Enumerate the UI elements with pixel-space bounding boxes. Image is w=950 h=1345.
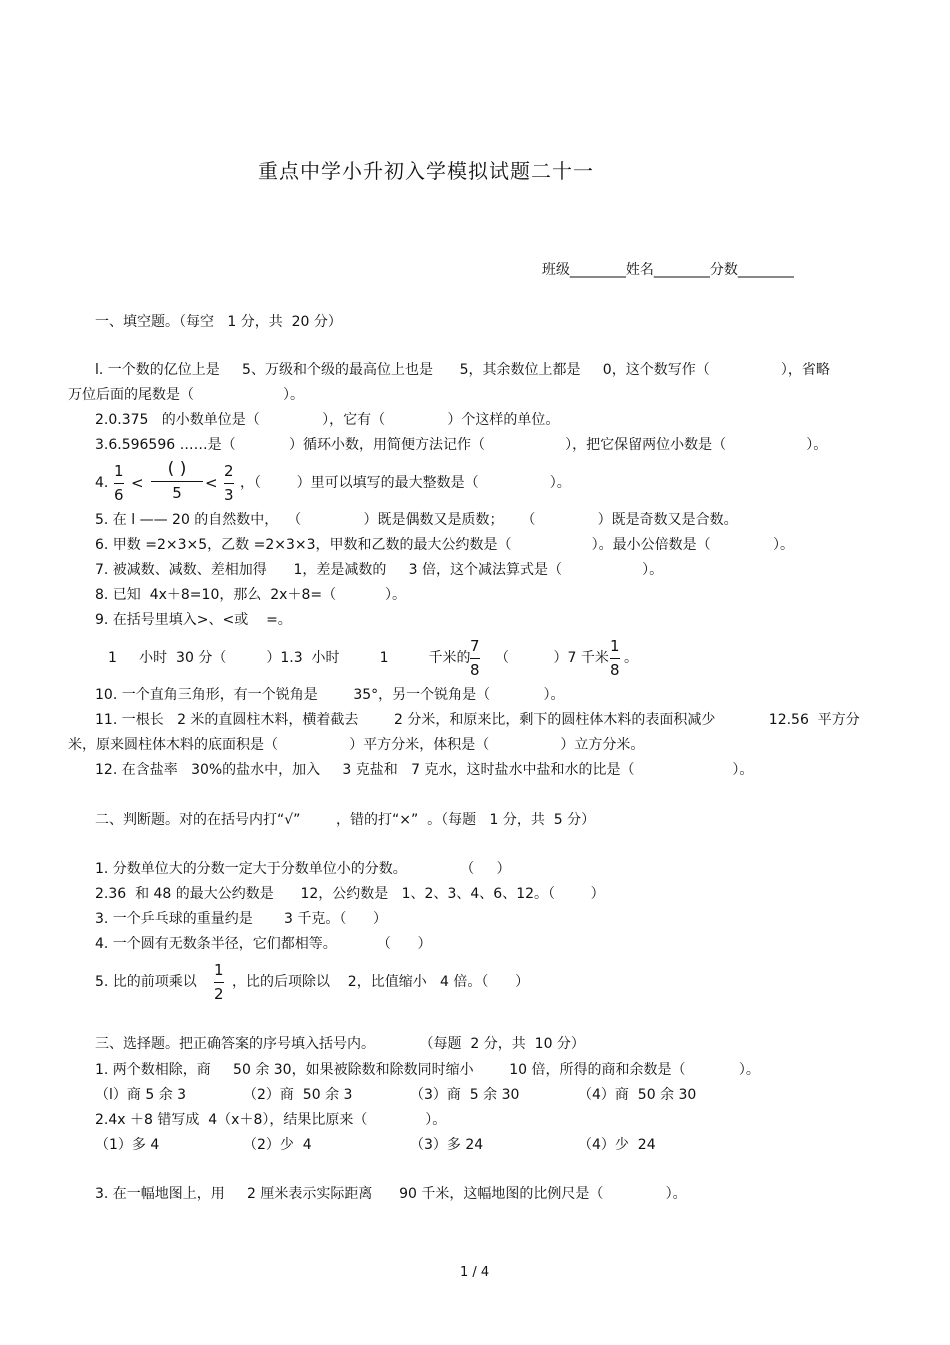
name-label: 姓名	[625, 262, 654, 278]
s3-q1-option-3: （3）商 5 余 30	[410, 1087, 520, 1103]
s3-q1-option-2: （2）商 50 余 3	[243, 1087, 353, 1103]
s1-q1-line1: l. 一个数的亿位上是 5、万级和个级的最高位上也是 5，其余数位上都是 0，这个数写作（ ），省略	[95, 362, 830, 378]
fraction-bar	[214, 982, 224, 983]
s1-q4-less-than-1: <	[131, 474, 144, 492]
fraction-bar	[224, 483, 234, 484]
s1-q4-less-than-2: <	[205, 474, 218, 492]
s1-q1-line2: 万位后面的尾数是（ ）。	[68, 387, 305, 403]
s1-q12: 12. 在含盐率 30%的盐水中，加入 3 克盐和 7 克水，这时盐水中盐和水的比是（ ）。	[95, 762, 754, 778]
fraction-numerator[interactable]: ( )	[167, 459, 187, 479]
s1-q9-end: 。	[624, 650, 638, 666]
s2-q5-fraction	[214, 961, 224, 1004]
s2-q5-text1: 5. 比的前项乘以	[95, 974, 197, 990]
s3-q1-option-4: （4）商 50 余 30	[578, 1087, 697, 1103]
s3-q1: 1. 两个数相除，商 50 余 30，如果被除数和除数同时缩小 10 倍，所得的商和余数是（ ）。	[95, 1062, 760, 1078]
fraction-denominator: 2	[214, 985, 224, 1003]
fraction-numerator: 7	[470, 637, 480, 655]
s3-q2: 2.4x ＋8 错写成 4（x＋8），结果比原来（ ）。	[95, 1112, 447, 1128]
s1-q9-comparison-text2: （ ）7 千米	[495, 650, 609, 666]
s1-q4-text: ，（ ）里可以填写的最大整数是（ ）。	[240, 475, 571, 491]
s2-q2: 2.36 和 48 的最大公约数是 12，公约数是 1、2、3、4、6、12。（ ）	[95, 886, 605, 902]
s1-q11-line1: 11. 一根长 2 米的直圆柱木料，横着截去 2 分米，和原来比，剩下的圆柱体木料的表面积减少 12.56 平方分	[95, 712, 860, 728]
s2-q1: 1. 分数单位大的分数一定大于分数单位小的分数。 （ ）	[95, 861, 511, 877]
s1-q6: 6. 甲数 =2×3×5，乙数 =2×3×3，甲数和乙数的最大公约数是（ ）。最小公倍数是（ ）。	[95, 537, 794, 553]
s3-q2-option-4: （4）少 24	[578, 1137, 656, 1153]
student-info-line	[533, 243, 794, 279]
s2-q5-text2: ，比的后项除以 2，比值缩小 4 倍。（ ）	[232, 974, 530, 990]
s1-q11-line2: 米，原来圆柱体木料的底面积是（ ）平方分米，体积是（ ）立方分米。	[68, 737, 645, 753]
s3-q1-option-1: （l）商 5 余 3	[95, 1087, 187, 1103]
page-title: 重点中学小升初入学模拟试题二十一	[258, 159, 594, 183]
fraction-denominator: 6	[114, 486, 124, 504]
s1-q9-fraction-2	[610, 637, 620, 680]
fraction-bar	[610, 658, 620, 659]
fraction-numerator: 1	[610, 637, 620, 655]
s3-q2-option-3: （3）多 24	[410, 1137, 484, 1153]
s1-q4-number: 4.	[95, 475, 109, 491]
name-blank[interactable]: ________	[653, 262, 710, 278]
score-blank[interactable]: ________	[737, 262, 794, 278]
s3-q2-option-2: （2）少 4	[243, 1137, 312, 1153]
s1-q2: 2.0.375 的小数单位是（ ），它有（ ）个这样的单位。	[95, 412, 560, 428]
s1-q4-fraction-2	[151, 460, 203, 503]
s1-q10: 10. 一个直角三角形，有一个锐角是 35°，另一个锐角是（ ）。	[95, 687, 565, 703]
fraction-denominator: 5	[172, 484, 182, 502]
fraction-denominator: 8	[610, 661, 620, 679]
s1-q5: 5. 在 l —— 20 的自然数中， （ ）既是偶数又是质数； （ ）既是奇数又是合数。	[95, 512, 738, 528]
s1-q9: 9. 在括号里填入>、<或 =。	[95, 612, 292, 628]
s1-q4-fraction-3	[224, 462, 234, 505]
s3-q2-option-1: （1）多 4	[95, 1137, 160, 1153]
class-blank[interactable]: ________	[569, 262, 626, 278]
s1-q8: 8. 已知 4x＋8=10，那么 2x＋8=（ ）。	[95, 587, 407, 603]
s1-q7: 7. 被减数、减数、差相加得 1，差是减数的 3 倍，这个减法算式是（ ）。	[95, 562, 664, 578]
fraction-bar	[470, 658, 480, 659]
s1-q9-fraction-1	[470, 637, 480, 680]
score-label: 分数	[709, 262, 738, 278]
section2-heading: 二、判断题。对的在括号内打“√” ，错的打“×” 。（每题 1 分，共 5 分）	[95, 812, 596, 828]
s2-q4: 4. 一个圆有无数条半径，它们都相等。 （ ）	[95, 936, 432, 952]
fraction-denominator: 8	[470, 661, 480, 679]
class-label: 班级	[541, 262, 570, 278]
fraction-numerator: 1	[214, 961, 224, 979]
page-number: 1 / 4	[460, 1265, 490, 1280]
s1-q4-fraction-1	[114, 462, 124, 505]
fraction-denominator: 3	[224, 486, 234, 504]
section1-heading: 一、填空题。（每空 1 分，共 20 分）	[95, 314, 342, 330]
fraction-numerator: 1	[114, 462, 124, 480]
s1-q3: 3.6.596596 ……是（ ）循环小数，用简便方法记作（ ），把它保留两位小数是（ ）。	[95, 437, 828, 453]
fraction-bar	[114, 483, 124, 484]
s1-q9-comparison-text1: 1 小时 30 分（ ）1.3 小时 1 千米的	[108, 650, 471, 666]
fraction-bar	[151, 481, 203, 482]
s2-q3: 3. 一个乒乓球的重量约是 3 千克。（ ）	[95, 911, 388, 927]
fraction-numerator: 2	[224, 462, 234, 480]
s3-q3: 3. 在一幅地图上，用 2 厘米表示实际距离 90 千米，这幅地图的比例尺是（ ）。	[95, 1186, 687, 1202]
section3-heading: 三、选择题。把正确答案的序号填入括号内。 （每题 2 分，共 10 分）	[95, 1036, 585, 1052]
